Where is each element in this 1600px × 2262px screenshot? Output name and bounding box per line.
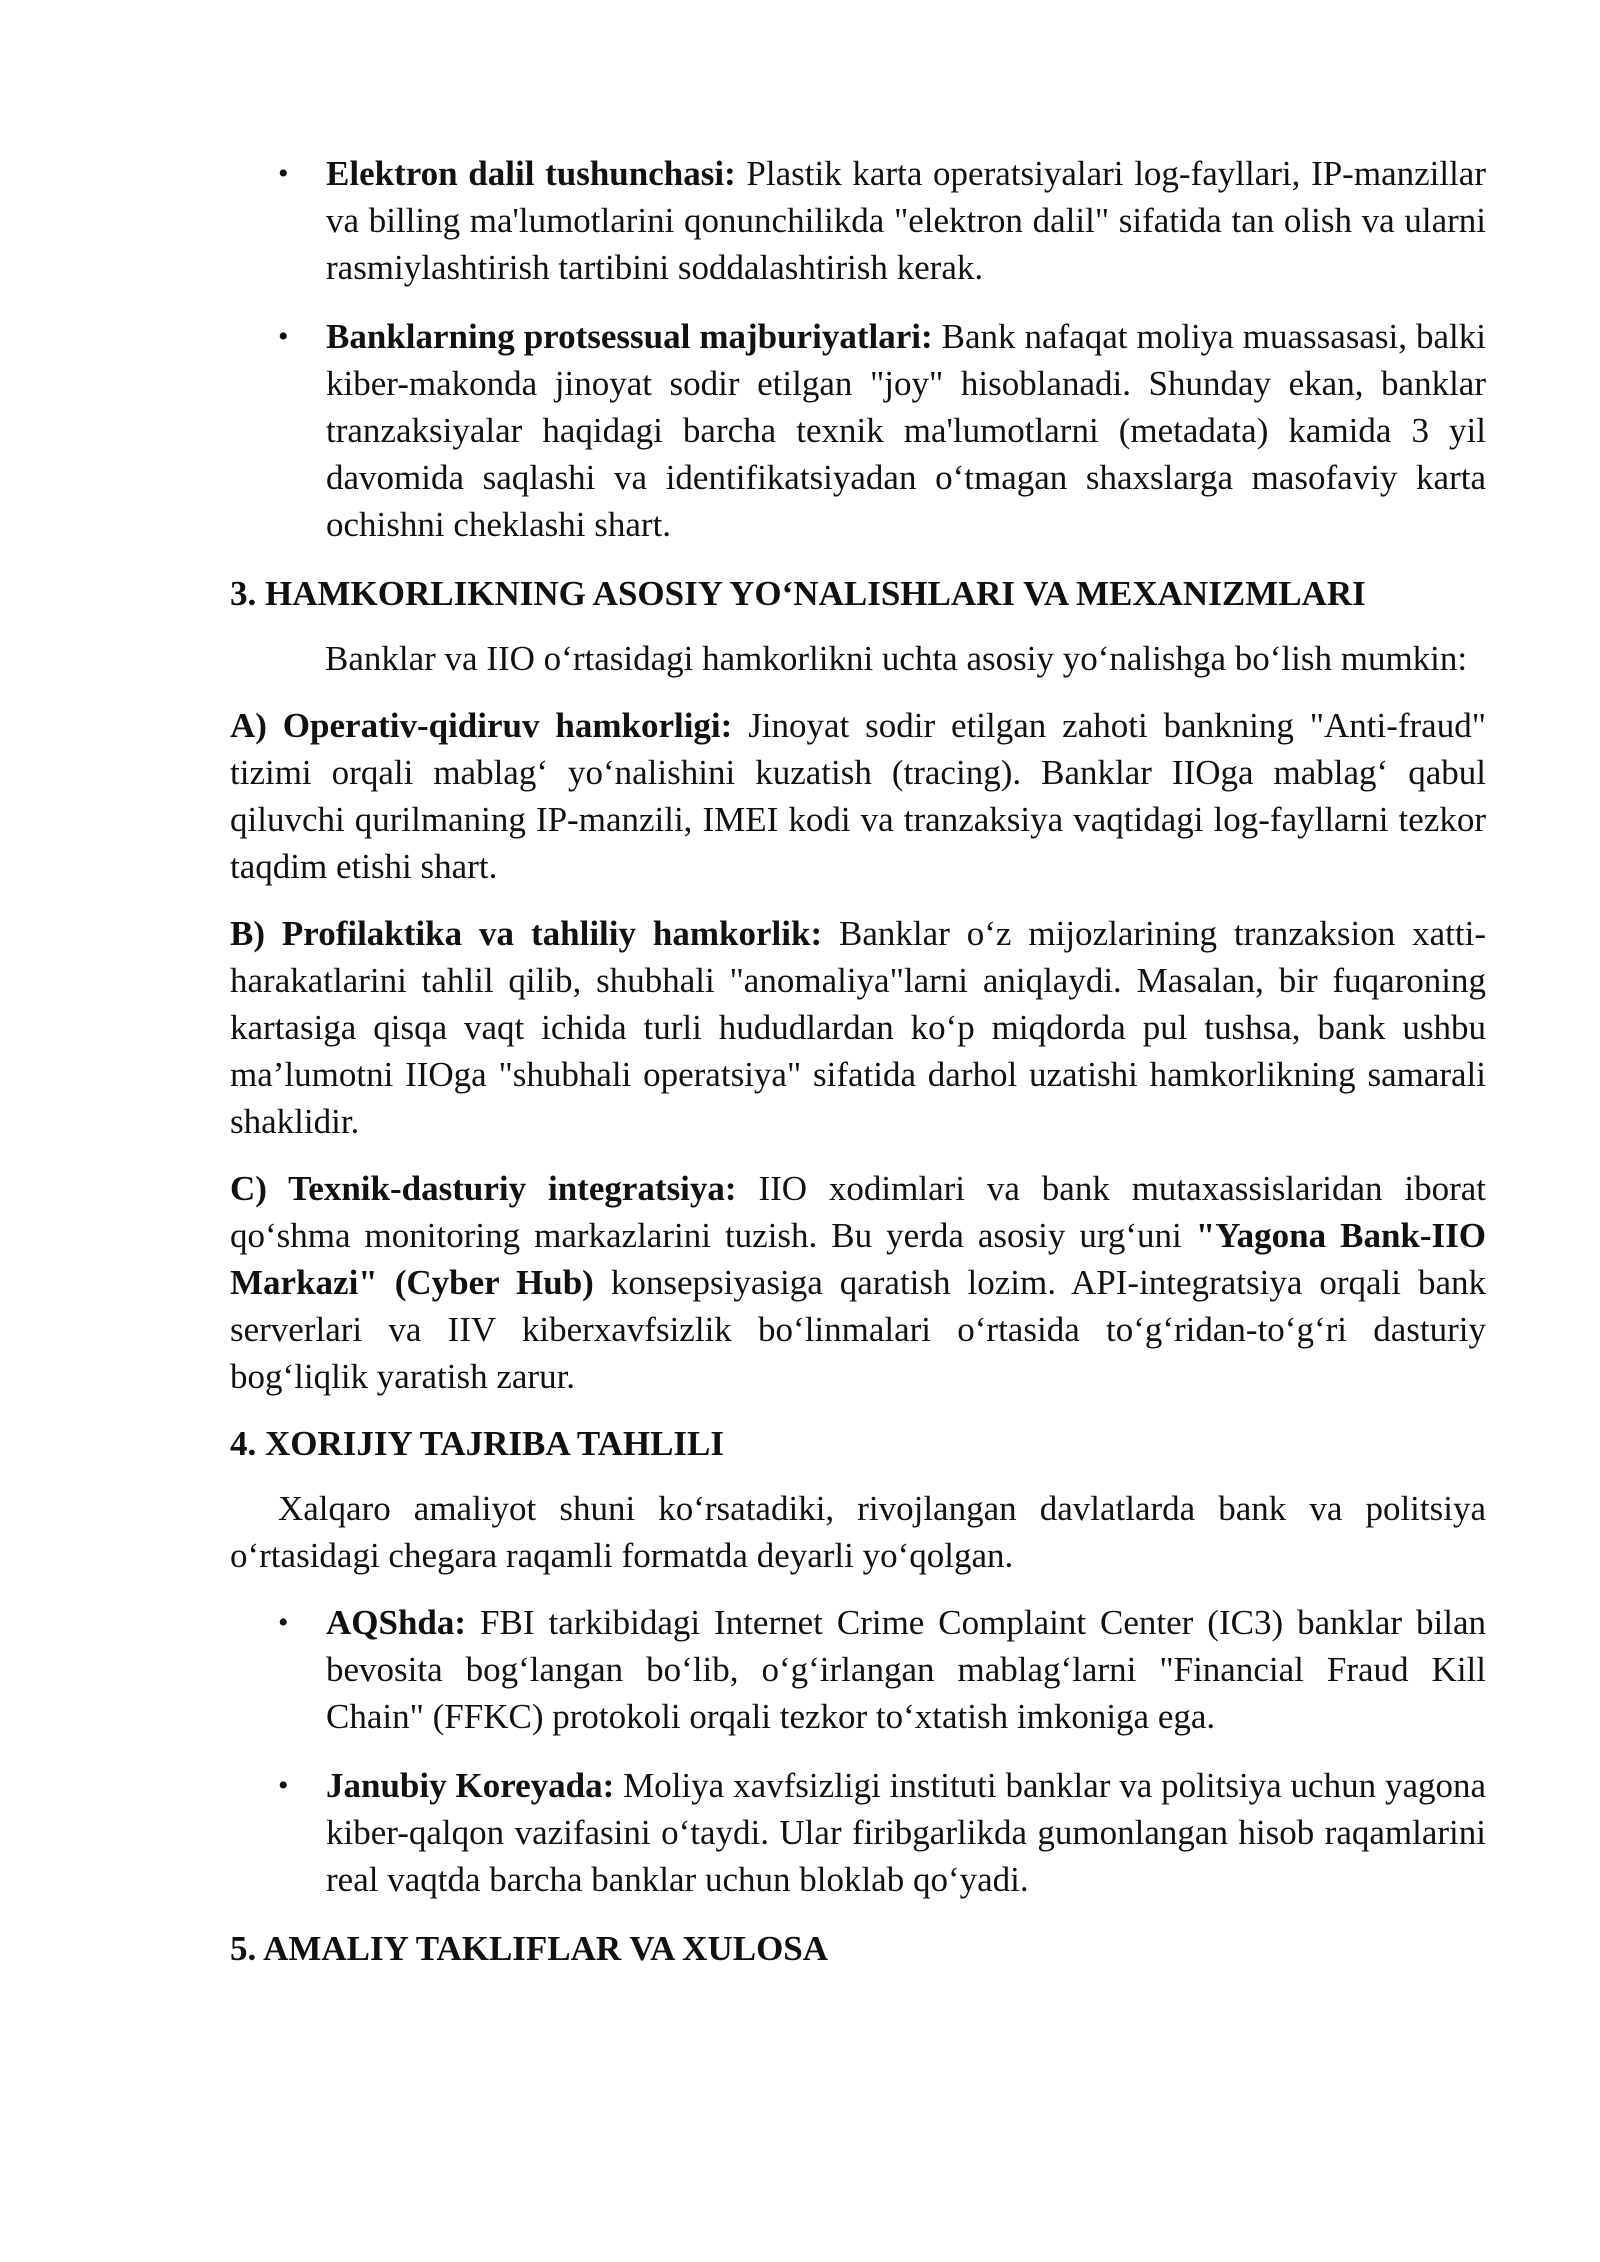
section-4-bullet-list [230,1599,1486,1903]
bullet-icon: • [278,1606,289,1639]
bullet-label: AQShda: [326,1603,467,1642]
list-item [230,150,1486,291]
bullet-text: FBI tarkibidagi Internet Crime Complaint Center (IC3) banklar bilan bevosita bog‘langan bo‘lib, o‘g‘irlangan mablag‘larni "Financial Fraud Kill Chain" (FFKC) protokoli orqali tezkor to‘xtatish imkoniga ega. [326,1603,1486,1736]
paragraph-a-label: A) Operativ-qidiruv hamkorligi: [230,706,733,745]
section-3-paragraph-c [230,1165,1486,1400]
bullet-label: Elektron dalil tushunchasi: [326,154,736,193]
paragraph-c-text-1: IIO xodimlari va bank mutaxassislaridan iborat qo‘shma monitoring markazlarini tuzish. Bu yerda asosiy urg‘uni [230,1169,1486,1255]
top-bullet-list [230,150,1486,548]
bullet-text: Plastik karta operatsiyalari log-fayllari, IP-manzillar va billing ma'lumotlarini qonunchilikda "elektron dalil" sifatida tan olish va ularni rasmiylashtirish tartibini soddalashtirish kerak. [326,154,1486,287]
paragraph-b-text: Banklar o‘z mijozlarining tranzaksion xatti-harakatlarini tahlil qilib, shubhali "anomaliya"larni aniqlaydi. Masalan, bir fuqaroning kartasiga qisqa vaqt ichida turli hududlardan ko‘p miqdorda pul tushsa, bank ushbu ma’lumotni IIOga "shubhali operatsiya" sifatida darhol uzatishi hamkorlikning samarali shaklidir. [230,914,1487,1141]
paragraph-c-label: C) Texnik-dasturiy integratsiya: [230,1169,737,1208]
list-item [230,1762,1486,1903]
section-3-paragraph-a [230,702,1486,890]
section-3-paragraph-b [230,910,1486,1145]
bullet-text: Bank nafaqat moliya muassasasi, balki kiber-makonda jinoyat sodir etilgan "joy" hisoblanadi. Shunday ekan, banklar tranzaksiyalar haqidagi barcha texnik ma'lumotlarni (metadata) kamida 3 yil davomida saqlashi va identifikatsiyadan o‘tmagan shaxslarga masofaviy karta ochishni cheklashi shart. [326,317,1486,544]
paragraph-c-text-2: konsepsiyasiga qaratish lozim. API-integratsiya orqali bank serverlari va IIV kiberxavfsizlik bo‘linmalari o‘rtasida to‘g‘ridan-to‘g‘ri dasturiy bog‘liqlik yaratish zarur. [230,1263,1486,1396]
section-5-heading: 5. AMALIY TAKLIFLAR VA XULOSA [230,1929,829,1968]
paragraph-a-text: Jinoyat sodir etilgan zahoti bankning "Anti-fraud" tizimi orqali mablag‘ yo‘nalishini kuzatish (tracing). Banklar IIOga mablag‘ qabul qiluvchi qurilmaning IP-manzili, IMEI kodi va tranzaksiya vaqtidagi log-fayllarni tezkor taqdim etishi shart. [230,706,1486,886]
section-4-heading: 4. XORIJIY TAJRIBA TAHLILI [230,1424,725,1463]
bullet-icon: • [278,1769,289,1802]
bullet-text: Moliya xavfsizligi instituti banklar va politsiya uchun yagona kiber-qalqon vazifasini o‘taydi. Ular firibgarlikda gumonlangan hisob raqamlarini real vaqtda barcha banklar uchun bloklab qo‘yadi. [326,1766,1487,1899]
section-3-intro: Banklar va IIO o‘rtasidagi hamkorlikni uchta asosiy yo‘nalishga bo‘lish mumkin: [325,639,1468,678]
list-item [230,313,1486,548]
section-4-intro: Xalqaro amaliyot shuni ko‘rsatadiki, rivojlangan davlatlarda bank va politsiya o‘rtasidagi chegara raqamli formatda deyarli yo‘qolgan. [230,1489,1486,1575]
paragraph-c-emphasis: "Yagona Bank-IIO Markazi" (Cyber Hub) [230,1216,1486,1302]
section-3-heading: 3. HAMKORLIKNING ASOSIY YO‘NALISHLARI VA MEXANIZMLARI [230,574,1366,613]
paragraph-b-label: B) Profilaktika va tahliliy hamkorlik: [230,914,823,953]
bullet-label: Banklarning protsessual majburiyatlari: [326,317,933,356]
bullet-icon: • [278,157,289,190]
bullet-icon: • [278,320,289,353]
list-item [230,1599,1486,1740]
document-page [230,150,1486,1990]
bullet-label: Janubiy Koreyada: [326,1766,615,1805]
